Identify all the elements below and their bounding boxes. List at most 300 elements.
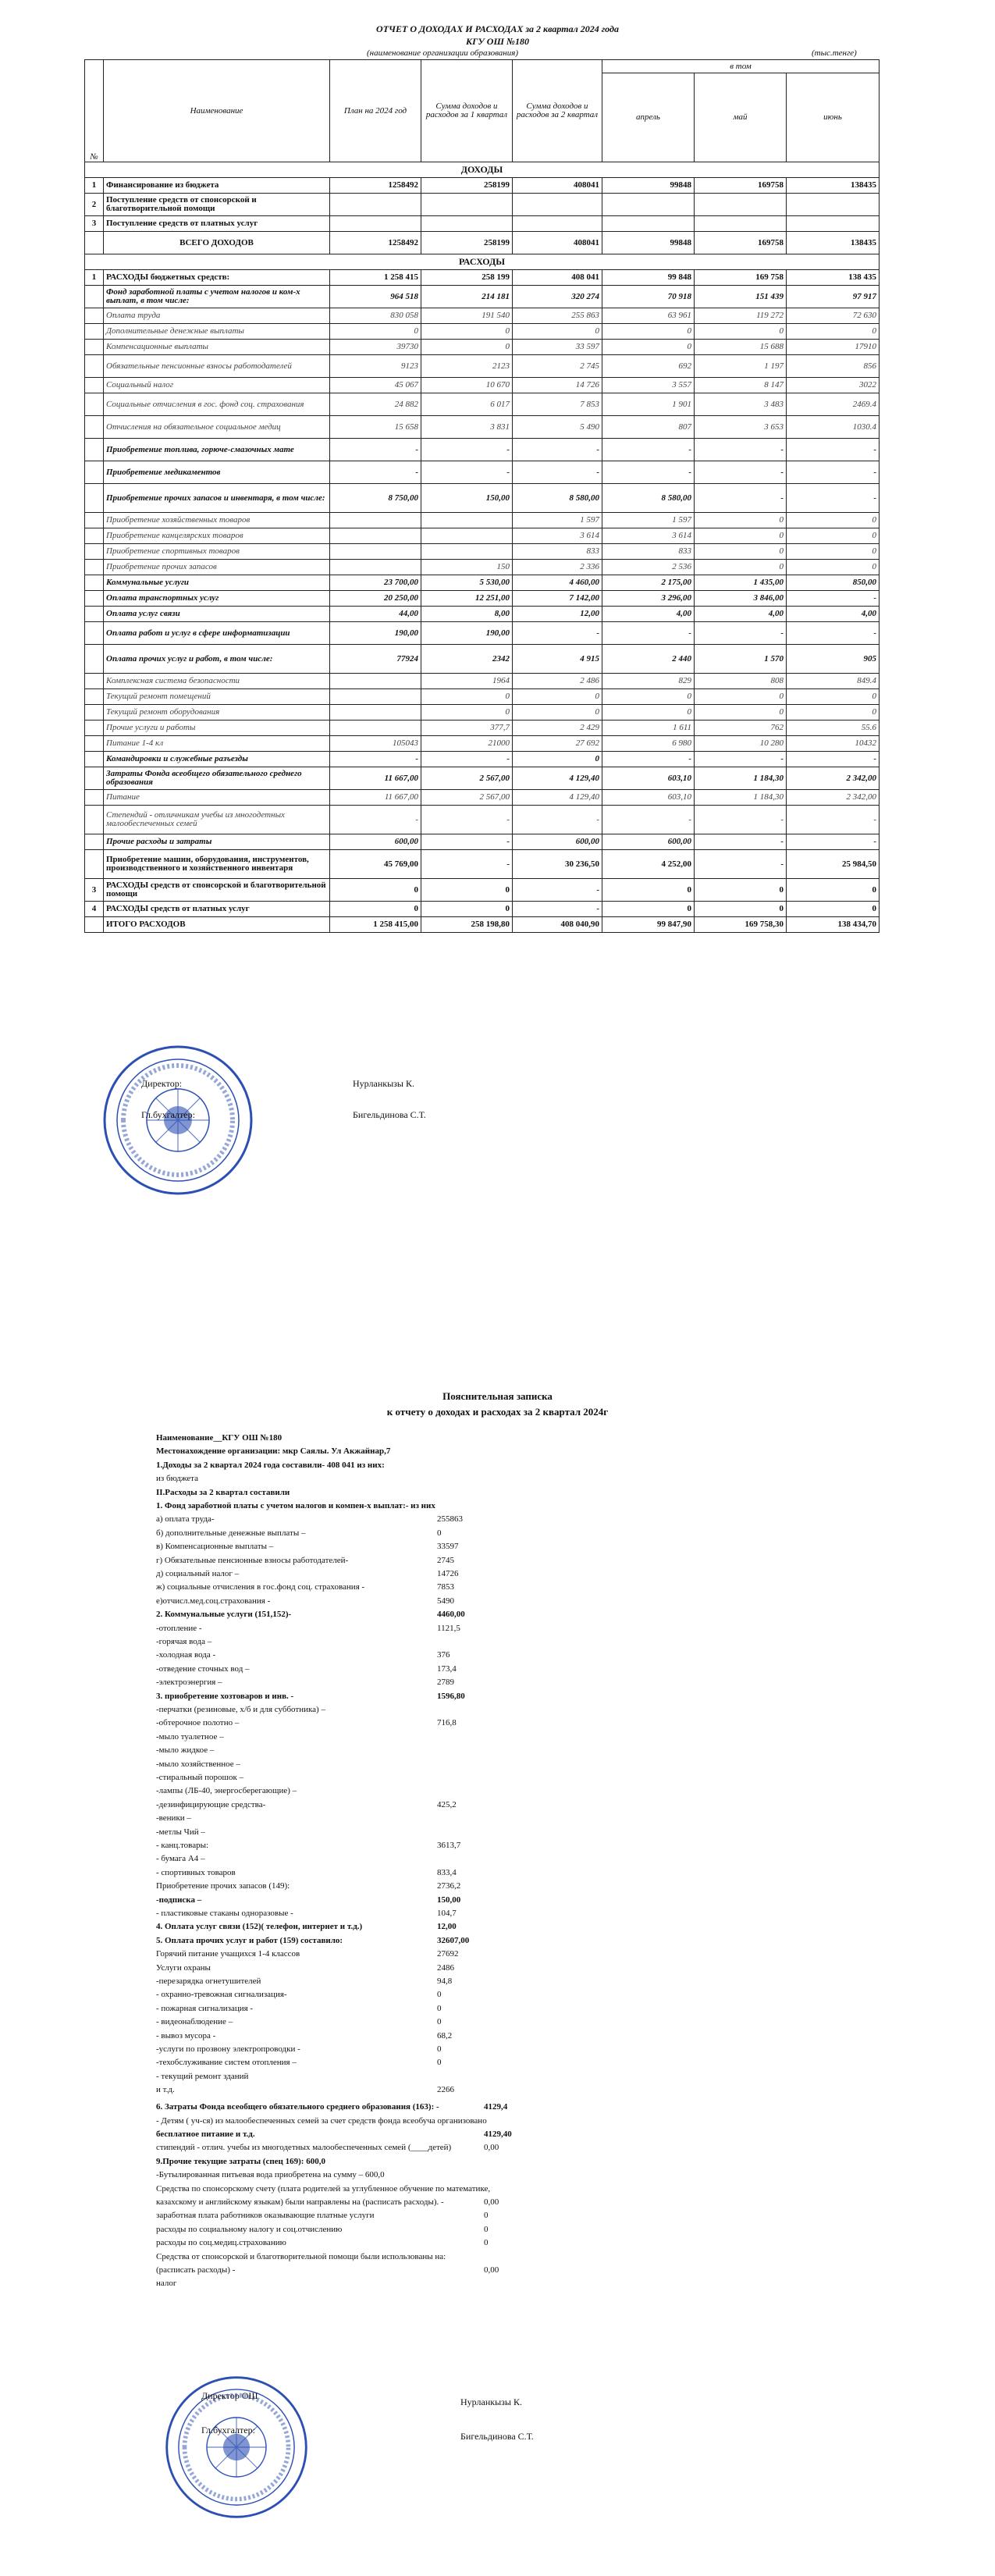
row-name: Компенсационные выплаты [104, 340, 330, 355]
row-name: Социальный налог [104, 378, 330, 393]
cell-may: 169 758,30 [695, 917, 787, 933]
row-name: Степендий - отличникам учебы из многодетных малообеспеченных семей [104, 806, 330, 834]
cell-may: 1 184,30 [695, 790, 787, 806]
cell-jun: 856 [787, 355, 880, 378]
cell-jun: 0 [787, 560, 880, 575]
cell-jun: - [787, 834, 880, 850]
table-row [85, 674, 880, 689]
row-name: Текущий ремонт помещений [104, 689, 330, 705]
note-line-label: и т.д. [156, 2085, 175, 2095]
cell-jun: - [787, 806, 880, 834]
note-line-label: а) оплата труда- [156, 1514, 215, 1525]
cell-plan: 600,00 [330, 834, 421, 850]
row-name: Поступление средств от платных услуг [104, 216, 330, 232]
cell-may: 0 [695, 324, 787, 340]
note-line-label: - канц.товары: [156, 1841, 209, 1850]
cell-q1: 0 [421, 902, 513, 917]
accountant-label: Гл.бухгалтер: [141, 1109, 195, 1120]
note-line-label: - охранно-тревожная сигнализация- [156, 1990, 287, 2000]
table-row [85, 254, 880, 270]
cell-may: 151 439 [695, 286, 787, 308]
note-line-label: - бумага А4 – [156, 1854, 205, 1864]
table-row [85, 544, 880, 560]
cell-q2: 0 [513, 324, 602, 340]
table-row [85, 528, 880, 544]
cell-q2: 3 614 [513, 528, 602, 544]
row-name: РАСХОДЫ средств от спонсорской и благотворительной помощи [104, 879, 330, 902]
note-line-label: налог [156, 2279, 177, 2289]
cell-jun: - [787, 439, 880, 461]
table-row [85, 194, 880, 216]
cell-may: - [695, 806, 787, 834]
row-number [85, 393, 104, 416]
cell-plan: 964 518 [330, 286, 421, 308]
col-plan: План на 2024 год [330, 60, 421, 162]
cell-plan [330, 720, 421, 736]
note-line-label: 4. Оплата услуг связи (152)( телефон, интернет и т.д.) [156, 1922, 363, 1932]
cell-apr: 4 252,00 [602, 850, 695, 879]
cell-plan: 39730 [330, 340, 421, 355]
row-name: Питание 1-4 кл [104, 736, 330, 752]
note-line-value: 0 [437, 2003, 442, 2013]
cell-plan: 9123 [330, 355, 421, 378]
row-name: РАСХОДЫ средств от платных услуг [104, 902, 330, 917]
cell-q1: - [421, 461, 513, 484]
cell-plan [330, 194, 421, 216]
cell-q1: 258199 [421, 178, 513, 194]
cell-plan: 8 750,00 [330, 484, 421, 513]
cell-q1: 2 567,00 [421, 767, 513, 790]
row-name: Командировки и служебные разъезды [104, 752, 330, 767]
row-number [85, 645, 104, 674]
cell-q2: 833 [513, 544, 602, 560]
cell-q2: - [513, 806, 602, 834]
note-line-value: 0,00 [484, 2143, 499, 2153]
note-line-label: 2. Коммунальные услуги (151,152)- [156, 1610, 292, 1620]
col-jun: июнь [787, 73, 880, 162]
note-line-label: - видеонаблюдение – [156, 2017, 233, 2027]
note-line-label: 5. Оплата прочих услуг и работ (159) составило: [156, 1935, 343, 1945]
note-line-value: 4129,4 [484, 2102, 508, 2112]
cell-may: - [695, 461, 787, 484]
cell-plan: - [330, 806, 421, 834]
note-line-label: Приобретение прочих запасов (149): [156, 1881, 290, 1891]
cell-jun: 2 342,00 [787, 767, 880, 790]
director-name: Нурланкызы К. [460, 2396, 522, 2407]
row-name: Прочие услуги и работы [104, 720, 330, 736]
row-name: Текущий ремонт оборудования [104, 705, 330, 720]
cell-may: - [695, 484, 787, 513]
row-name: Поступление средств от спонсорской и благотворительной помощи [104, 194, 330, 216]
note-line-value: 68,2 [437, 2030, 453, 2041]
cell-q2: - [513, 622, 602, 645]
note-line-value: 0,00 [484, 2197, 499, 2207]
cell-q2: 4 129,40 [513, 767, 602, 790]
row-number [85, 324, 104, 340]
row-name: Социальные отчисления в гос. фонд соц. страхования [104, 393, 330, 416]
cell-apr: 2 536 [602, 560, 695, 575]
note-line-label: -горячая вода – [156, 1637, 212, 1646]
cell-plan [330, 689, 421, 705]
cell-may: 0 [695, 528, 787, 544]
cell-plan: - [330, 461, 421, 484]
row-name: ВСЕГО ДОХОДОВ [104, 232, 330, 254]
row-number [85, 790, 104, 806]
section-expense: РАСХОДЫ [85, 254, 880, 270]
table-row [85, 340, 880, 355]
cell-q2: 408 041 [513, 270, 602, 286]
row-number [85, 286, 104, 308]
cell-plan: 105043 [330, 736, 421, 752]
row-number [85, 340, 104, 355]
cell-q2: - [513, 879, 602, 902]
note-line-label: -подписка – [156, 1895, 202, 1905]
note-line-label: бесплатное питание и т.д. [156, 2129, 255, 2139]
cell-may: - [695, 850, 787, 879]
row-name: Финансирование из бюджета [104, 178, 330, 194]
cell-q2: 4 129,40 [513, 790, 602, 806]
row-number [85, 736, 104, 752]
cell-q2: 27 692 [513, 736, 602, 752]
note-line-label: Средства по спонсорскому счету (плата родителей за углубленное обучение по математике, [156, 2183, 491, 2194]
note-line-label: -лампы (ЛБ-40, энергосберегающие) – [156, 1786, 297, 1796]
note-line-label: расходы по соц.медиц.страхованию [156, 2238, 286, 2248]
row-name: Отчисления на обязательное социальное медиц [104, 416, 330, 439]
cell-q1: 150 [421, 560, 513, 575]
cell-plan: 190,00 [330, 622, 421, 645]
row-name: Приобретение топлива, горюче-смазочных мате [104, 439, 330, 461]
cell-apr: 0 [602, 879, 695, 902]
note-line-value: 1596,80 [437, 1691, 465, 1701]
note-line-label: - текущий ремонт зданий [156, 2071, 249, 2081]
note-line-value: 4460,00 [437, 1610, 465, 1620]
cell-plan: 1 258 415 [330, 270, 421, 286]
cell-q2: 33 597 [513, 340, 602, 355]
cell-apr: 692 [602, 355, 695, 378]
cell-apr: 3 614 [602, 528, 695, 544]
cell-plan [330, 513, 421, 528]
table-row [85, 879, 880, 902]
note-line-value: 2266 [437, 2085, 454, 2095]
row-number [85, 917, 104, 933]
cell-q1 [421, 528, 513, 544]
table-row [85, 484, 880, 513]
cell-q1: 0 [421, 705, 513, 720]
cell-may: 808 [695, 674, 787, 689]
cell-apr: - [602, 752, 695, 767]
cell-q1: - [421, 850, 513, 879]
row-name: Комплексная система безопасности [104, 674, 330, 689]
note-line-label: -веники – [156, 1813, 191, 1823]
cell-jun: 850,00 [787, 575, 880, 591]
cell-jun: 2469.4 [787, 393, 880, 416]
row-number [85, 560, 104, 575]
row-name: ИТОГО РАСХОДОВ [104, 917, 330, 933]
note-line-label: -стиральный порошок – [156, 1773, 244, 1782]
note-line-label: б) дополнительные денежные выплаты – [156, 1528, 306, 1538]
row-number [85, 232, 104, 254]
cell-plan: 0 [330, 324, 421, 340]
row-name: Приобретение канцелярских товаров [104, 528, 330, 544]
cell-q2: - [513, 461, 602, 484]
row-number [85, 720, 104, 736]
note-line-value: 0 [437, 1990, 442, 2000]
cell-plan [330, 560, 421, 575]
cell-may: 0 [695, 560, 787, 575]
table-row [85, 178, 880, 194]
cell-q1: 3 831 [421, 416, 513, 439]
cell-apr: 63 961 [602, 308, 695, 324]
table-row [85, 560, 880, 575]
row-name: Приобретение машин, оборудования, инструментов, производственного и хозяйственного инвентаря [104, 850, 330, 879]
note-line-value: 0,00 [484, 2265, 499, 2275]
note-line-label: д) социальный налог – [156, 1569, 240, 1578]
cell-jun: - [787, 484, 880, 513]
row-number [85, 850, 104, 879]
table-row [85, 461, 880, 484]
note-line-label: в) Компенсационные выплаты – [156, 1542, 274, 1552]
table-row [85, 902, 880, 917]
cell-jun: 138 434,70 [787, 917, 880, 933]
note-line-label: -мыло туалетное – [156, 1731, 224, 1742]
cell-jun: 0 [787, 324, 880, 340]
cell-apr: - [602, 461, 695, 484]
section-income: ДОХОДЫ [85, 162, 880, 178]
note-line-label: е)отчисл.мед.соц.страхования - [156, 1596, 271, 1606]
cell-q2 [513, 194, 602, 216]
cell-plan: 45 769,00 [330, 850, 421, 879]
note-line-label: -техобслуживание систем отопления – [156, 2058, 297, 2068]
cell-apr: 2 440 [602, 645, 695, 674]
cell-apr: 0 [602, 340, 695, 355]
row-name: Обязательные пенсионные взносы работодателей [104, 355, 330, 378]
cell-plan: 44,00 [330, 607, 421, 622]
cell-apr: 829 [602, 674, 695, 689]
table-row [85, 270, 880, 286]
cell-apr: 0 [602, 705, 695, 720]
cell-may: 1 570 [695, 645, 787, 674]
cell-may: 1 435,00 [695, 575, 787, 591]
note-line-label: -холодная вода - [156, 1650, 216, 1660]
cell-q1: 258199 [421, 232, 513, 254]
cell-may: - [695, 622, 787, 645]
note-subtitle: к отчету о доходах и расходах за 2 квартал 2024г [386, 1406, 609, 1418]
cell-q2: 12,00 [513, 607, 602, 622]
note-line-label: -перезарядка огнетушителей [156, 1976, 261, 1986]
row-name: Приобретение прочих запасов и инвентаря, в том числе: [104, 484, 330, 513]
cell-q1: 21000 [421, 736, 513, 752]
col-name: Наименование [104, 60, 330, 162]
accountant-label: Гл.бухгалтер: [201, 2425, 255, 2435]
row-name: Дополнительные денежные выплаты [104, 324, 330, 340]
cell-may: 0 [695, 513, 787, 528]
note-line-label: расходы по социальному налогу и соц.отчислению [156, 2224, 343, 2234]
table-row [85, 806, 880, 834]
cell-apr: - [602, 806, 695, 834]
table-row [85, 607, 880, 622]
table-row [85, 705, 880, 720]
note-line-label: -дезинфицирующие средства- [156, 1799, 266, 1809]
table-row [85, 378, 880, 393]
accountant-name: Бигельдинова С.Т. [460, 2431, 534, 2442]
cell-jun: 0 [787, 879, 880, 902]
cell-q2: 408 040,90 [513, 917, 602, 933]
cell-q2: 5 490 [513, 416, 602, 439]
cell-plan [330, 705, 421, 720]
note-line-value: 104,7 [437, 1909, 457, 1918]
cell-apr: 99848 [602, 178, 695, 194]
row-number: 1 [85, 270, 104, 286]
note-line-label: стипендий - отлич. учебы из многодетных малообеспеченных семей (____детей) [156, 2143, 452, 2153]
row-name: Коммунальные услуги [104, 575, 330, 591]
table-row [85, 575, 880, 591]
note-line-label: - спортивных товаров [156, 1867, 236, 1877]
cell-may [695, 216, 787, 232]
note-line-label: Услуги охраны [156, 1962, 211, 1973]
cell-plan: 1 258 415,00 [330, 917, 421, 933]
cell-may: 1 197 [695, 355, 787, 378]
cell-apr: 0 [602, 902, 695, 917]
note-line-label: -электроэнергия – [156, 1678, 222, 1688]
note-line-value: 2789 [437, 1678, 454, 1688]
cell-plan: 15 658 [330, 416, 421, 439]
table-row [85, 850, 880, 879]
note-line-label: -услуги по прозвону электропроводки - [156, 2044, 300, 2054]
cell-may: 119 272 [695, 308, 787, 324]
cell-may: 762 [695, 720, 787, 736]
cell-q1: 0 [421, 689, 513, 705]
cell-jun: 3022 [787, 378, 880, 393]
cell-jun: 17910 [787, 340, 880, 355]
cell-apr: 3 557 [602, 378, 695, 393]
note-line-label: Местонахождение организации: мкр Саялы. Ул Акжайнар,7 [156, 1446, 391, 1457]
note-line-value: 0 [484, 2211, 489, 2221]
cell-apr: 0 [602, 324, 695, 340]
table-row [85, 917, 880, 933]
cell-apr: 6 980 [602, 736, 695, 752]
row-number [85, 674, 104, 689]
note-line-label: -обтерочное полотно – [156, 1718, 240, 1728]
cell-q1 [421, 194, 513, 216]
cell-apr: - [602, 439, 695, 461]
cell-q1: 0 [421, 324, 513, 340]
note-line-value: 0 [484, 2224, 489, 2234]
note-line-value: 173,4 [437, 1663, 457, 1674]
col-in-that: в том [602, 60, 880, 73]
cell-q2: - [513, 902, 602, 917]
row-number [85, 575, 104, 591]
table-row [85, 355, 880, 378]
cell-jun: 138435 [787, 232, 880, 254]
note-line-value: 5490 [437, 1596, 454, 1606]
cell-jun: 55.6 [787, 720, 880, 736]
cell-q2: 1 597 [513, 513, 602, 528]
accountant-name: Бигельдинова С.Т. [353, 1109, 426, 1120]
table-row [85, 752, 880, 767]
cell-q2: 2 429 [513, 720, 602, 736]
table-row [85, 720, 880, 736]
cell-jun [787, 216, 880, 232]
cell-jun: - [787, 591, 880, 607]
row-number [85, 528, 104, 544]
cell-jun: - [787, 622, 880, 645]
row-name: Приобретение медикаментов [104, 461, 330, 484]
note-line-value: 716,8 [437, 1718, 457, 1728]
col-q1: Сумма доходов и расходов за 1 квартал [421, 60, 513, 162]
cell-jun: 72 630 [787, 308, 880, 324]
note-line-label: 1. Фонд заработной платы с учетом налогов и компен-х выплат:- из них [156, 1501, 435, 1510]
cell-may: 169 758 [695, 270, 787, 286]
cell-q2: 600,00 [513, 834, 602, 850]
cell-plan: 11 667,00 [330, 790, 421, 806]
explanatory-note-page [0, 1288, 995, 2576]
cell-q2: 255 863 [513, 308, 602, 324]
table-row [85, 308, 880, 324]
row-number [85, 607, 104, 622]
cell-may: - [695, 752, 787, 767]
cell-apr: 99 848 [602, 270, 695, 286]
director-name: Нурланкызы К. [353, 1078, 414, 1089]
cell-q2: 408041 [513, 178, 602, 194]
cell-jun: 0 [787, 689, 880, 705]
row-number [85, 439, 104, 461]
row-number [85, 705, 104, 720]
row-name: РАСХОДЫ бюджетных средств: [104, 270, 330, 286]
cell-may: 15 688 [695, 340, 787, 355]
row-number [85, 591, 104, 607]
cell-q1: 0 [421, 340, 513, 355]
cell-plan: 0 [330, 902, 421, 917]
table-row [85, 513, 880, 528]
cell-q1: 2123 [421, 355, 513, 378]
cell-q1: - [421, 834, 513, 850]
note-line-label: -отопление - [156, 1623, 202, 1633]
row-number [85, 308, 104, 324]
row-name: Оплата труда [104, 308, 330, 324]
cell-may: 3 653 [695, 416, 787, 439]
cell-jun: 10432 [787, 736, 880, 752]
cell-may: - [695, 439, 787, 461]
cell-apr: 2 175,00 [602, 575, 695, 591]
cell-q2: 7 853 [513, 393, 602, 416]
row-number [85, 689, 104, 705]
cell-q1: 377,7 [421, 720, 513, 736]
cell-apr: 600,00 [602, 834, 695, 850]
cell-jun: 4,00 [787, 607, 880, 622]
cell-may: 0 [695, 879, 787, 902]
row-name: Прочие расходы и затраты [104, 834, 330, 850]
col-apr: апрель [602, 73, 695, 162]
cell-q1 [421, 544, 513, 560]
note-line-value: 4129,40 [484, 2129, 512, 2139]
row-name: Оплата прочих услуг и работ, в том числе: [104, 645, 330, 674]
note-line-label: (расписать расходы) - [156, 2265, 236, 2275]
cell-q1: - [421, 439, 513, 461]
cell-plan [330, 674, 421, 689]
income-expense-table [84, 59, 880, 933]
table-row [85, 232, 880, 254]
cell-q1: 2 567,00 [421, 790, 513, 806]
note-line-value: 0 [437, 2044, 442, 2054]
cell-q1 [421, 216, 513, 232]
cell-q1: 6 017 [421, 393, 513, 416]
cell-apr: 8 580,00 [602, 484, 695, 513]
director-label: Директор: [141, 1078, 183, 1089]
table-row [85, 439, 880, 461]
cell-may: 4,00 [695, 607, 787, 622]
note-line-value: 94,8 [437, 1976, 453, 1986]
cell-plan: 830 058 [330, 308, 421, 324]
